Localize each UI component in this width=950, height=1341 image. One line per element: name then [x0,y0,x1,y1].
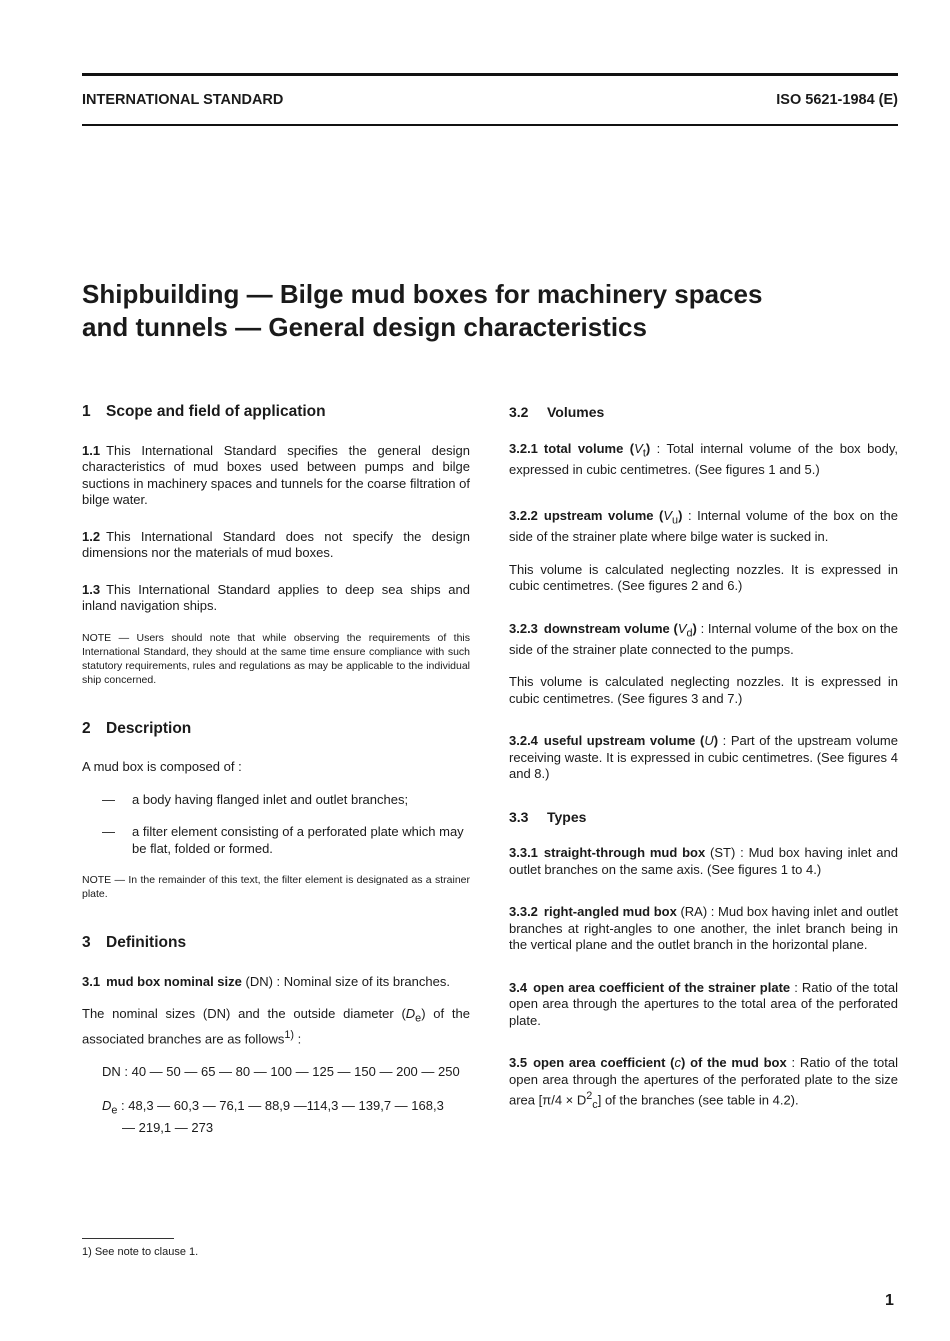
definition-3-4: 3.4 open area coefficient of the strainer plate : Ratio of the total open area through the apertures to the total area of the perforated plate. [509,979,898,1028]
page-title [82,278,882,344]
paragraph-1-2: 1.2 This International Standard does not specify the design dimensions nor the materials of mud boxes. [82,528,470,560]
section-3-heading: 3 Definitions [82,934,187,951]
header-bottom-rule [82,124,898,126]
section-3-3-heading: 3.3 Types [509,808,587,825]
dn-series: DN : 40 — 50 — 65 — 80 — 100 — 125 — 150 — 200 — 250 [102,1063,460,1079]
header-left: INTERNATIONAL STANDARD [82,92,284,108]
title-line-1: Shipbuilding — Bilge mud boxes for machinery spaces [82,279,763,309]
section-3-2-heading: 3.2 Volumes [509,404,605,420]
definition-3-2-1: 3.2.1 total volume $(V_t)$ : Total internal volume of the box body, expressed in cubic centimetres. (See figures 1 and 5.) [509,440,898,477]
title-line-2: and tunnels — General design characteristics [82,312,647,342]
nominal-sizes-text: The nominal sizes (DN) and the outside diameter $(D_e)$ of the associated branches are as follows$^{1)}$ : [82,1006,470,1047]
header-top-rule [82,73,898,76]
footnote: 1) See note to clause 1. [82,1246,199,1258]
left-column [82,404,470,1136]
list-item: — a filter element consisting of a perforated plate which may be flat, folded or formed. [102,824,464,856]
definition-3-1: 3.1 mud box nominal size (DN) : Nominal size of its branches. [82,973,450,989]
footnote-rule [82,1238,174,1239]
definition-3-2-2-note: This volume is calculated neglecting nozzles. It is expressed in cubic centimetres. (See figures 2 and 6.) [509,561,898,594]
right-column [509,404,898,1130]
section-1-heading: 1 Scope and field of application [82,403,326,420]
page-number: 1 [885,1292,894,1309]
definition-3-2-4: 3.2.4 useful upstream volume (U) : Part of the upstream volume receiving waste. It is expressed in cubic centimetres. (See figures 4 and 8.) [509,733,898,782]
definition-3-5: 3.5 open area coefficient (c) of the mud box : Ratio of the total open area through the apertures of the perforated plate to the size area $[\pi/4 \times D^2_c]$ of the branches (see table in 4.2). [509,1055,898,1112]
definition-3-2-3-note: This volume is calculated neglecting nozzles. It is expressed in cubic centimetres. (See figures 3 and 7.) [509,674,898,706]
section-2-heading: 2 Description [82,719,192,737]
list-item: — a body having flanged inlet and outlet branches; [102,791,409,807]
paragraph-1-1: 1.1 This International Standard specifies the general design characteristics of mud boxes used between pumps and bilge suctions in machinery spaces and tunnels for the coarse filtration of bilge water. [82,442,470,507]
header-right: ISO 5621-1984 (E) [776,92,898,108]
definition-3-3-2: 3.3.2 right-angled mud box (RA) : Mud box having inlet and outlet branches at right-angles to one another, the inlet branch being in the vertical plane and the outlet branch in the horizontal plane. [509,904,898,953]
paragraph-1-3: 1.3 This International Standard applies to deep sea ships and inland navigation ships. [82,581,470,613]
de-series: $D_e$ : 48,3 — 60,3 — 76,1 — 88,9 —114,3 — 139,7 — 168,3 — 219,1 — 273 [102,1098,444,1135]
note-strainer-plate: NOTE — In the remainder of this text, the filter element is designated as a strainer plate. [82,874,470,900]
definition-3-2-3: 3.2.3 downstream volume $(V_d)$ : Internal volume of the box on the side of the strainer plate connected to the pumps. [509,620,899,657]
description-intro: A mud box is composed of : [82,759,242,774]
definition-3-2-2: 3.2.2 upstream volume $(V_u)$ : Internal volume of the box on the side of the strainer plate where bilge water is sucked in. [509,508,898,545]
definition-3-3-1: 3.3.1 straight-through mud box (ST) : Mud box having inlet and outlet branches on the same axis. (See figures 1 to 4.) [509,845,899,877]
note-clause-1: NOTE — Users should note that while observing the requirements of this International Standard, they should at the same time ensure compliance with such statutory requirements, rules and regulations as may be applicable to the individual ship concerned. [82,631,470,686]
